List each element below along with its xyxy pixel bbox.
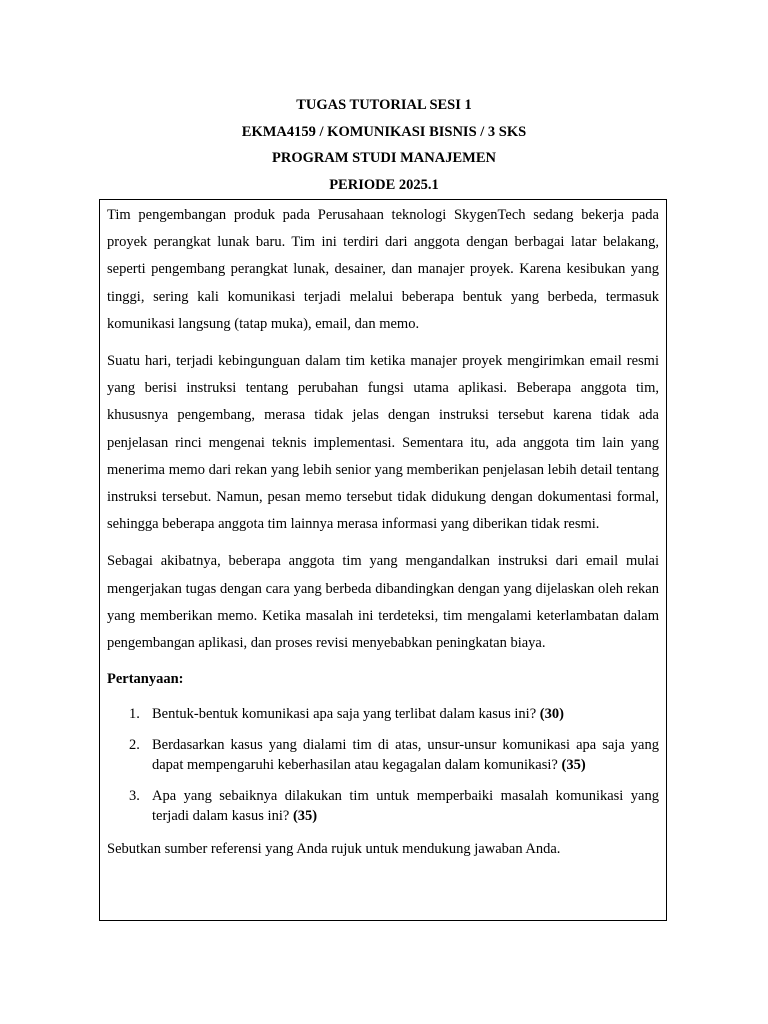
question-text: Berdasarkan kasus yang dialami tim di atas, unsur-unsur komunikasi apa saja yang dapat mempengaruhi keberhasilan atau kegagalan dalam komunikasi? xyxy=(152,736,659,774)
question-points: (35) xyxy=(292,808,318,825)
header-period: PERIODE 2025.1 xyxy=(329,176,439,193)
question-item xyxy=(107,786,659,827)
questions-title: Pertanyaan: xyxy=(107,671,184,688)
header-program: PROGRAM STUDI MANAJEMEN xyxy=(272,150,496,166)
question-item xyxy=(107,735,659,776)
question-item xyxy=(107,704,659,725)
question-points: (30) xyxy=(539,706,564,723)
question-points: (35) xyxy=(561,757,586,774)
case-paragraph-2: Suatu hari, terjadi kebingunguan dalam tim ketika manajer proyek mengirimkan email resmi yang berisi instruksi tentang perubahan fungsi utama aplikasi. Beberapa anggota tim, khususnya pengembang, merasa tidak jelas dengan instruksi tersebut karena tidak ada penjelasan rinci mengenai teknis implementasi. Sementara itu, ada anggota tim lain yang menerima memo dari rekan yang lebih senior yang memberikan penjelasan lebih detail tentang instruksi tersebut. Namun, pesan memo tersebut tidak didukung dengan dokumentasi formal, sehingga beberapa anggota tim lainnya merasa informasi yang diberikan tidak resmi. xyxy=(107,353,659,533)
header-course: EKMA4159 / KOMUNIKASI BISNIS / 3 SKS xyxy=(241,123,527,140)
case-box xyxy=(99,199,667,921)
header-title: TUGAS TUTORIAL SESI 1 xyxy=(296,97,472,113)
question-number: 3. xyxy=(129,787,140,804)
case-paragraph-3: Sebagai akibatnya, beberapa anggota tim yang mengandalkan instruksi dari email mulai mengerjakan tugas dengan cara yang berbeda dibandingkan dengan yang dijelaskan oleh rekan yang memberikan memo. Ketika masalah ini terdeteksi, tim mengalami keterlambatan dalam pengembangan aplikasi, dan proses revisi menyebabkan peningkatan biaya. xyxy=(107,553,659,652)
document-header xyxy=(0,92,768,198)
question-list xyxy=(107,704,659,827)
reference-instruction: Sebutkan sumber referensi yang Anda rujuk untuk mendukung jawaban Anda. xyxy=(107,840,561,857)
question-number: 2. xyxy=(129,736,140,753)
question-text: Apa yang sebaiknya dilakukan tim untuk memperbaiki masalah komunikasi yang terjadi dalam kasus ini? xyxy=(152,787,659,825)
case-paragraph-1: Tim pengembangan produk pada Perusahaan teknologi SkygenTech sedang bekerja pada proyek perangkat lunak baru. Tim ini terdiri dari anggota dengan berbagai latar belakang, seperti pengembang perangkat lunak, desainer, dan manajer proyek. Karena kesibukan yang tinggi, sering kali komunikasi terjadi melalui beberapa bentuk yang berbeda, termasuk komunikasi langsung (tatap muka), email, dan memo. xyxy=(107,207,659,332)
question-number: 1. xyxy=(129,706,140,723)
question-text: Bentuk-bentuk komunikasi apa saja yang terlibat dalam kasus ini? xyxy=(152,706,540,723)
